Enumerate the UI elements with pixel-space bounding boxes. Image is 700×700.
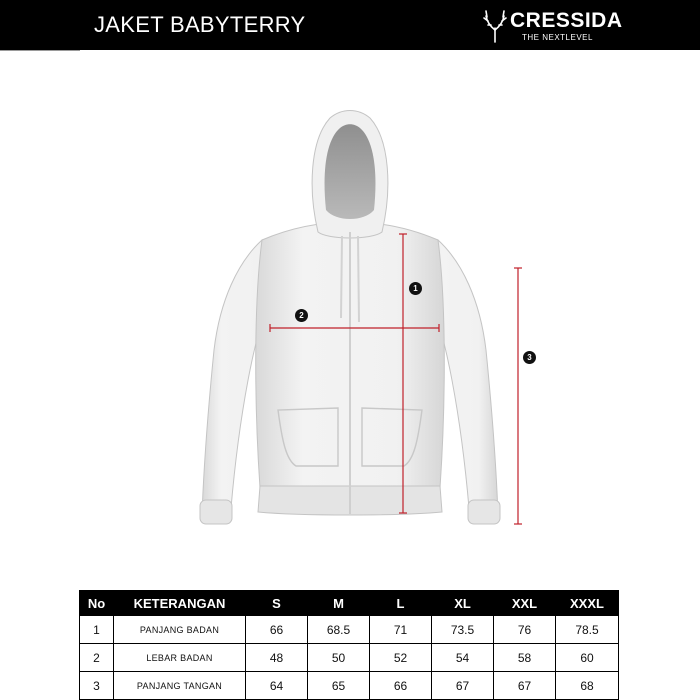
right-cuff	[468, 500, 500, 524]
cell-value: 52	[370, 644, 432, 672]
cell-value: 71	[370, 616, 432, 644]
callout-1: 1	[409, 282, 422, 295]
header-keterangan: KETERANGAN	[114, 591, 246, 616]
product-title: JAKET BABYTERRY	[94, 12, 306, 37]
table-row	[80, 644, 619, 672]
table-row	[80, 616, 619, 644]
cell-value: 67	[494, 672, 556, 700]
cell-value: 48	[246, 644, 308, 672]
row-description: LEBAR BADAN	[114, 644, 246, 672]
cell-value: 66	[370, 672, 432, 700]
product-illustration	[0, 50, 700, 590]
row-number: 1	[80, 616, 114, 644]
cell-value: 76	[494, 616, 556, 644]
cell-value: 50	[308, 644, 370, 672]
row-number: 2	[80, 644, 114, 672]
row-description: PANJANG BADAN	[114, 616, 246, 644]
brand-tagline: THE NEXTLEVEL	[522, 33, 593, 42]
header-no: No	[80, 591, 114, 616]
callout-3: 3	[523, 351, 536, 364]
cell-value: 54	[432, 644, 494, 672]
table-header-row	[80, 591, 619, 616]
cell-value: 65	[308, 672, 370, 700]
callout-2: 2	[295, 309, 308, 322]
cell-value: 68	[556, 672, 619, 700]
header-size-xxl: XXL	[494, 591, 556, 616]
row-description: PANJANG TANGAN	[114, 672, 246, 700]
left-cuff	[200, 500, 232, 524]
cell-value: 68.5	[308, 616, 370, 644]
cell-value: 60	[556, 644, 619, 672]
cell-value: 64	[246, 672, 308, 700]
cell-value: 66	[246, 616, 308, 644]
header-bar	[0, 0, 700, 50]
header-size-m: M	[308, 591, 370, 616]
header-size-xl: XL	[432, 591, 494, 616]
header-size-xxxl: XXXL	[556, 591, 619, 616]
row-number: 3	[80, 672, 114, 700]
cell-value: 58	[494, 644, 556, 672]
header-size-s: S	[246, 591, 308, 616]
size-chart-table	[79, 590, 619, 700]
header-size-l: L	[370, 591, 432, 616]
drawstring-right	[358, 236, 359, 322]
table-row	[80, 672, 619, 700]
hoodie-drawing	[0, 50, 700, 590]
cell-value: 78.5	[556, 616, 619, 644]
drawstring-left	[341, 236, 342, 318]
deer-antler-icon	[482, 8, 508, 44]
cell-value: 67	[432, 672, 494, 700]
cell-value: 73.5	[432, 616, 494, 644]
brand-name: CRESSIDA	[510, 9, 623, 32]
